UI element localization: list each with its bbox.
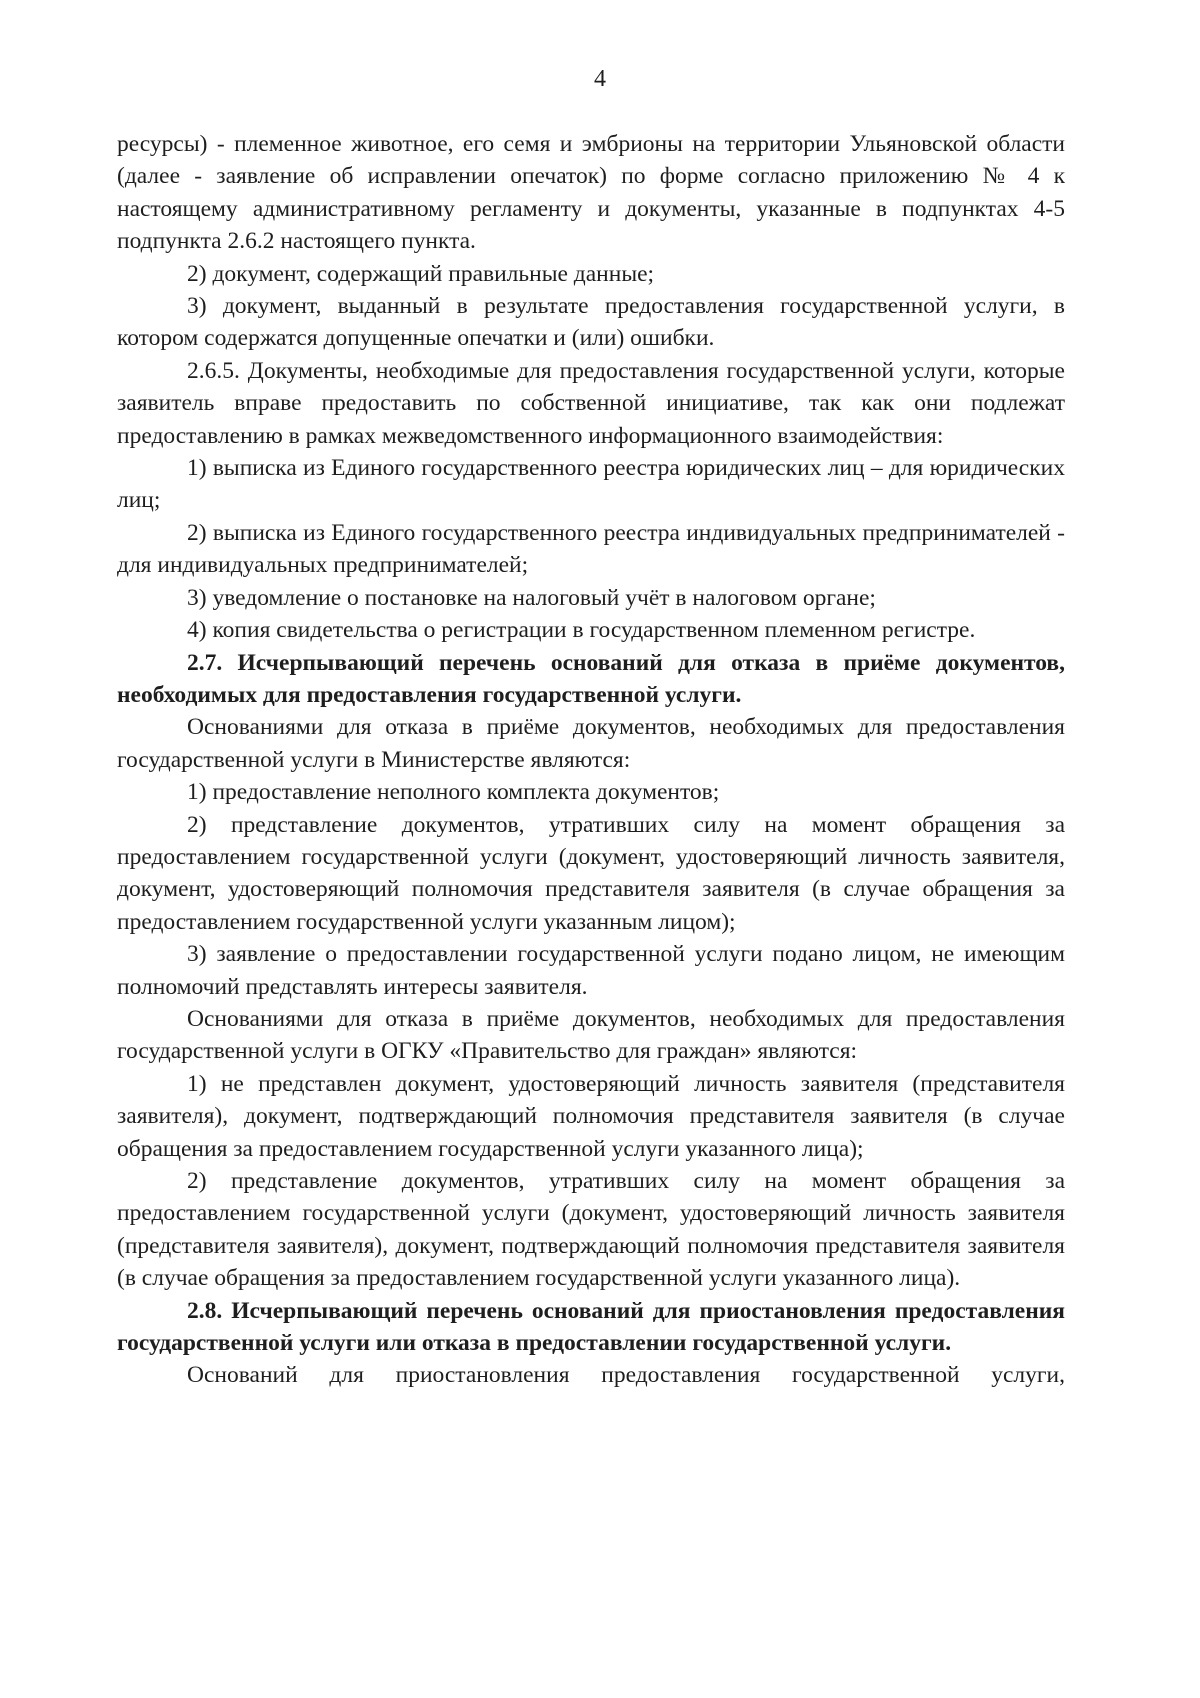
paragraph-applicant-resources: ресурсы) - племенное животное, его семя и эмбрионы на территории Ульяновской области (далее - заявление об исправлении опечаток) по форме согласно приложению № 4 к настоящему административному регламенту и документы, указанные в подпунктах 4-5 подпункта 2.6.2 настоящего пункта. xyxy=(117,131,1065,255)
paragraph-item-expired-documents-ogku: 2) представление документов, утративших силу на момент обращения за предоставлением государственной услуги (документ, удостоверяющий личность заявителя (представителя заявителя), документ, подтверждающий полномочия представителя заявителя (в случае обращения за предоставлением государственной услуги указанного лица). xyxy=(117,1168,1065,1292)
paragraph-item-document-with-errors: 3) документ, выданный в результате предоставления государственной услуги, в котором содержатся допущенные опечатки и (или) ошибки. xyxy=(117,293,1065,352)
paragraph-suspension-grounds: Оснований для приостановления предоставления государственной услуги, xyxy=(187,1362,1065,1389)
paragraph-section-2-6-5: 2.6.5. Документы, необходимые для предоставления государственной услуги, которые заявитель вправе предоставить по собственной инициативе, так как они подлежат предоставлению в рамках межведомственного информационного взаимодействия: xyxy=(117,357,1065,449)
paragraph-item-no-identity-document: 1) не представлен документ, удостоверяющий личность заявителя (представителя заявителя), документ, подтверждающий полномочия представителя заявителя (в случае обращения за предоставлением государственной услуги указанного лица); xyxy=(117,1070,1065,1162)
paragraph-item-legal-entities-extract: 1) выписка из Единого государственного реестра юридических лиц – для юридических лиц; xyxy=(117,455,1065,514)
paragraph-ministry-grounds: Основаниями для отказа в приёме документов, необходимых для предоставления государственной услуги в Министерстве являются: xyxy=(117,714,1065,773)
paragraph-item-correct-data: 2) документ, содержащий правильные данные; xyxy=(187,260,655,287)
document-body xyxy=(117,128,1065,1392)
paragraph-item-incomplete-set: 1) предоставление неполного комплекта документов; xyxy=(187,779,720,806)
paragraph-item-no-authority: 3) заявление о предоставлении государственной услуги подано лицом, не имеющим полномочий представлять интересы заявителя. xyxy=(117,941,1065,1000)
paragraph-item-tax-notice: 3) уведомление о постановке на налоговый учёт в налоговом органе; xyxy=(187,584,876,611)
page-number: 4 xyxy=(594,66,606,92)
paragraph-ogku-grounds: Основаниями для отказа в приёме документов, необходимых для предоставления государственной услуги в ОГКУ «Правительство для граждан» являются: xyxy=(117,1005,1065,1065)
section-heading-2-7: 2.7. Исчерпывающий перечень оснований для отказа в приёме документов, необходимых для предоставления государственной услуги. xyxy=(117,649,1065,708)
paragraph-item-breeding-register-copy: 4) копия свидетельства о регистрации в государственном племенном регистре. xyxy=(187,617,976,644)
paragraph-item-entrepreneurs-extract: 2) выписка из Единого государственного реестра индивидуальных предпринимателей - для индивидуальных предпринимателей; xyxy=(117,519,1065,579)
section-heading-2-8: 2.8. Исчерпывающий перечень оснований для приостановления предоставления государственной услуги или отказа в предоставлении государственной услуги. xyxy=(117,1297,1065,1357)
paragraph-item-expired-documents: 2) представление документов, утративших силу на момент обращения за предоставлением государственной услуги (документ, удостоверяющий личность заявителя, документ, удостоверяющий полномочия представителя заявителя (в случае обращения за предоставлением государственной услуги указанным лицом); xyxy=(117,811,1065,935)
